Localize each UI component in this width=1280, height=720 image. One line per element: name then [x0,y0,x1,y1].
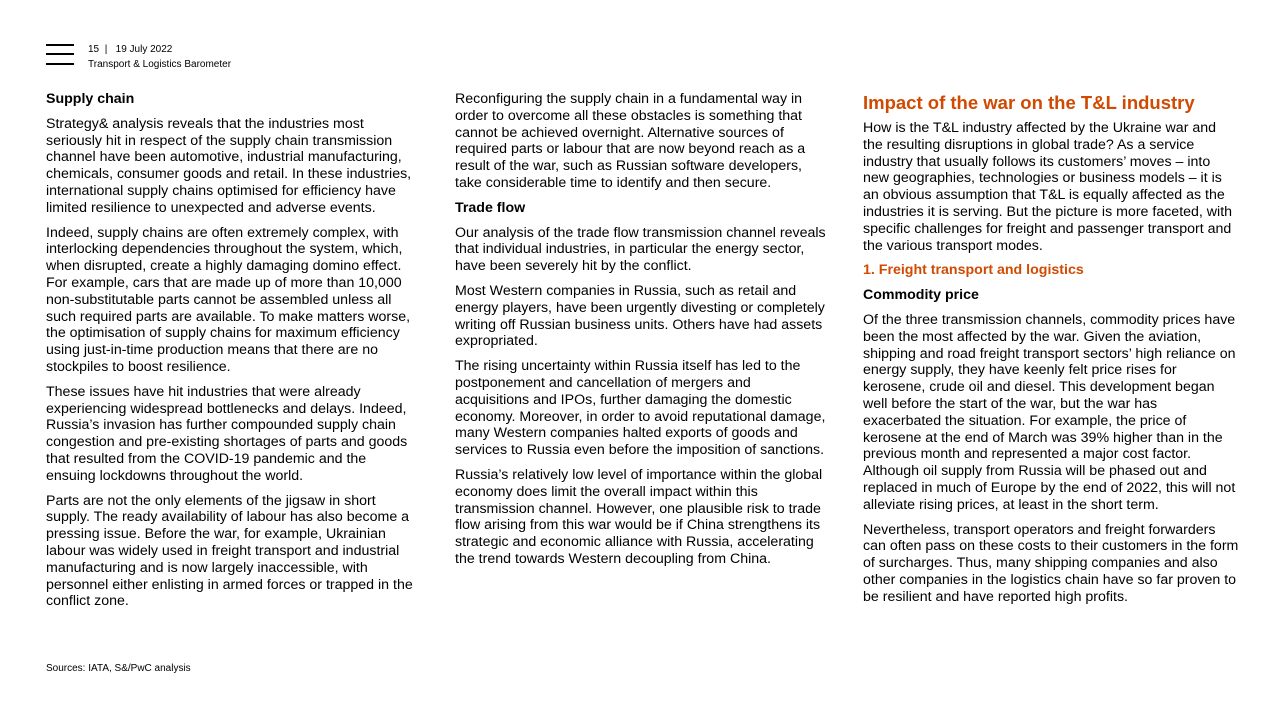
paragraph: Nevertheless, transport operators and freight forwarders can often pass on these costs to their customers in the form of surcharges. Thus, many shipping companies and also other companies in the logistics chain have so far proven to be resilient and have reported high profits. [863,521,1239,605]
section-heading-trade-flow: Trade flow [455,199,526,216]
page-meta-line [88,42,231,57]
paragraph: Of the three transmission channels, commodity prices have been the most affected by the war. Given the aviation, shipping and road freight transport sectors’ high reliance on energy supply, they have keenly felt price rises for kerosene, crude oil and diesel. This development began well before the start of the war, but the war has exacerbated the situation. For example, the price of kerosene at the end of March was 39% higher than in the previous month and represented a major cost factor. Although oil supply from Russia will be phased out and replaced in much of Europe by the end of 2022, this will not alleviate rising prices, at least in the short term. [863,311,1236,513]
meta-separator: | [104,44,108,55]
page-number: 15 [88,44,100,55]
column-supply-chain [46,91,418,618]
paragraph: Indeed, supply chains are often extremely complex, with interlocking dependencies throughout the system, which, when disrupted, create a highly damaging domino effect. For example, cars that are made up of more than 10,000 non-substitutable parts cannot be assembled unless all such required parts are available. To make matters worse, the optimisation of supply chains for maximum efficiency using just-in-time production means that there are no stockpiles to boost resilience. [46,224,411,375]
menu-icon-bar [46,53,74,55]
menu-icon-bar [46,63,74,65]
paragraph: Our analysis of the trade flow transmission channel reveals that individual industries, in particular the energy sector, have been severely hit by the conflict. [455,224,826,275]
section-heading-commodity-price: Commodity price [863,287,979,304]
paragraph: Russia’s relatively low level of importance within the global economy does limit the overall impact within this transmission channel. However, one plausible risk to trade flow arising from this war would be if China strengthens its strategic and economic alliance with Russia, accelerating the trend towards Western decoupling from China. [455,466,823,567]
page-title: Impact of the war on the T&L industry [863,92,1195,113]
paragraph: Parts are not the only elements of the jigsaw in short supply. The ready availability of labour has also become a pressing issue. Before the war, for example, Ukrainian labour was widely used in freight transport and industrial manufacturing and is now largely inaccessible, with personnel either enlisting in armed forces or trapped in the conflict zone. [46,492,413,610]
publication-title: Transport & Logistics Barometer [88,59,232,70]
page-meta [88,42,231,72]
sources-note: Sources: IATA, S&/PwC analysis [46,663,191,674]
paragraph: Most Western companies in Russia, such as retail and energy players, have been urgently divesting or completely writing off Russian business units. Others have had assets expropriated. [455,282,825,350]
column-trade-flow [455,91,827,576]
menu-icon-bar [46,44,74,46]
paragraph: Strategy& analysis reveals that the industries most seriously hit in respect of the supply chain transmission channel have been automotive, industrial manufacturing, chemicals, consumer goods and retail. In these industries, international supply chains optimised for efficiency have limited resilience to unexpected and adverse events. [46,115,412,216]
section-heading-freight: 1. Freight transport and logistics [863,262,1084,279]
paragraph: How is the T&L industry affected by the Ukraine war and the resulting disruptions in global trade? As a service industry that usually follows its customers’ moves – into new geographies, technologies or business models – it is an obvious assumption that T&L is equally affected as the industries it is serving. But the picture is more faceted, with specific challenges for freight and passenger transport and the various transport modes. [863,120,1233,254]
paragraph: Reconfiguring the supply chain in a fundamental way in order to overcome all these obstacles is something that cannot be achieved overnight. Alternative sources of required parts or labour that are now beyond reach as a result of the war, such as Russian software developers, take considerable time to identify and then secure. [455,91,806,191]
menu-icon[interactable] [46,44,74,66]
page-date: 19 July 2022 [115,44,173,55]
paragraph: These issues have hit industries that were already experiencing widespread bottlenecks and delays. Indeed, Russia’s invasion has further compounded supply chain congestion and pre-existing shortages of parts and goods that resulted from the COVID-19 pandemic and the ensuing lockdowns throughout the world. [46,383,408,484]
section-heading-supply-chain: Supply chain [46,91,135,107]
paragraph: The rising uncertainty within Russia itself has led to the postponement and cancellation of mergers and acquisitions and IPOs, further damaging the domestic economy. Moreover, in order to avoid reputational damage, many Western companies halted exports of goods and services to Russia even before the imposition of sanctions. [455,358,826,459]
column-impact [863,91,1239,614]
